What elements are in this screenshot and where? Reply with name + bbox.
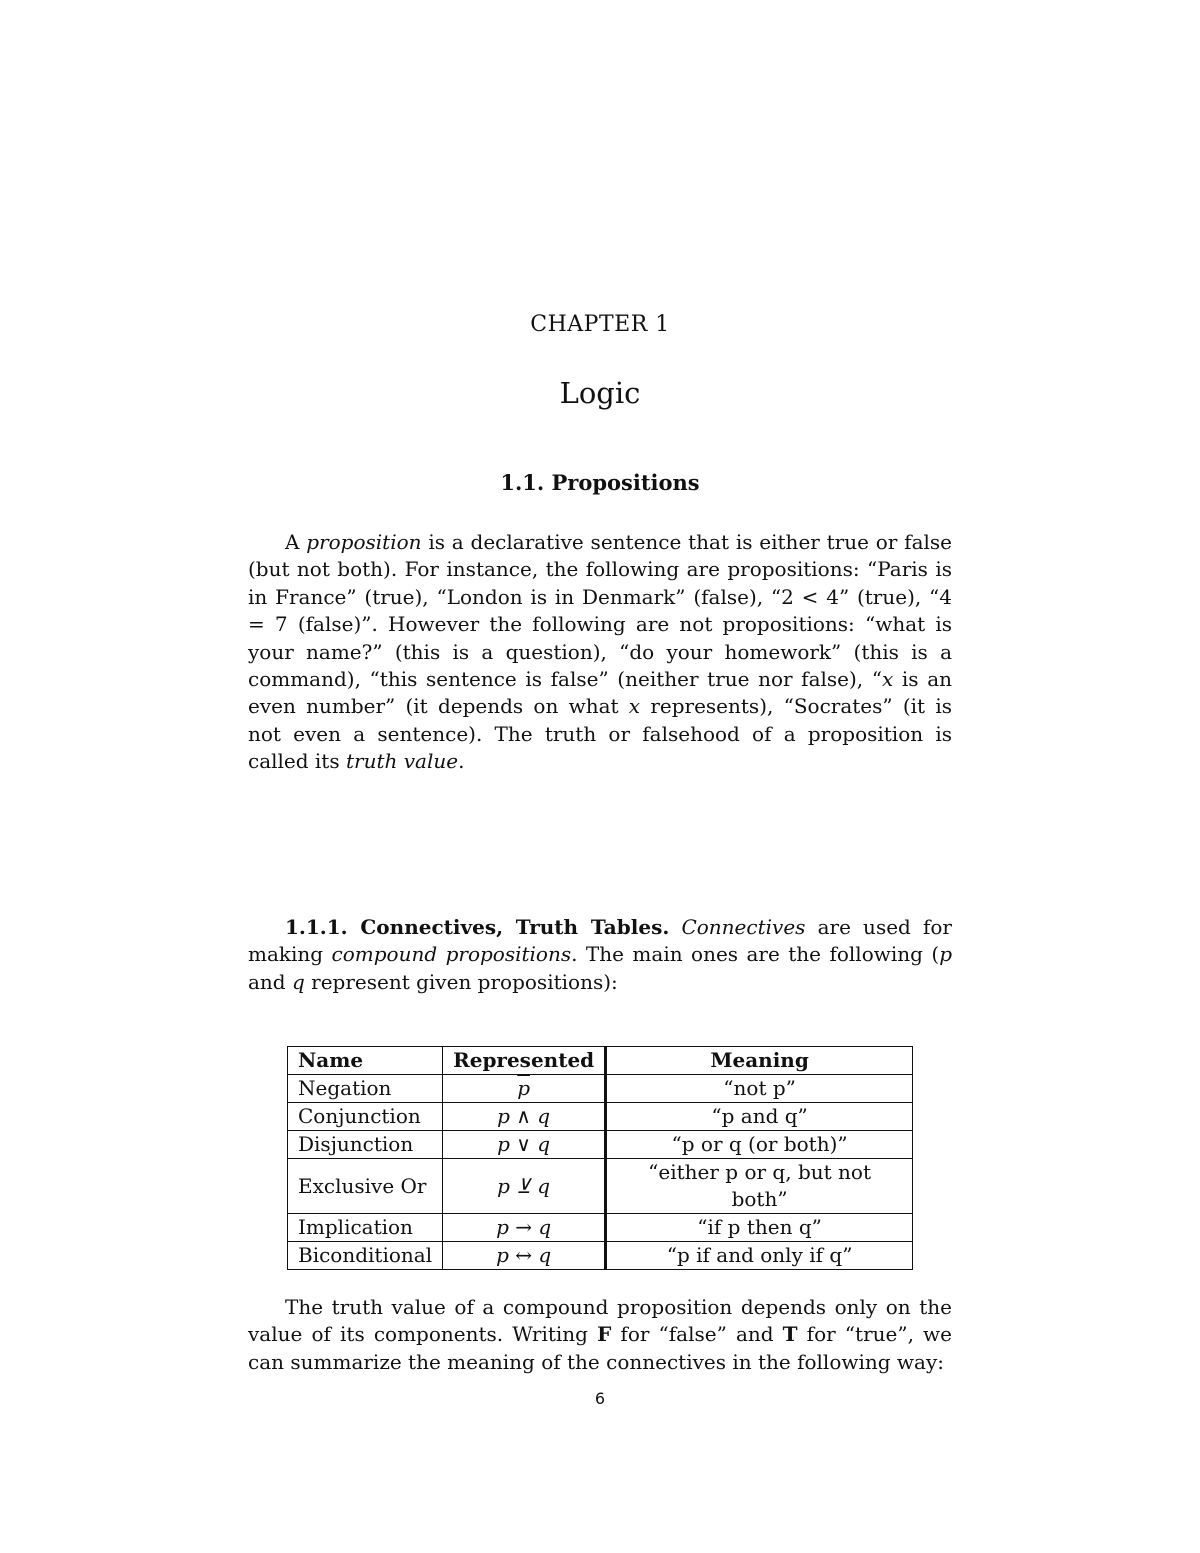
- cell-represented: p → q: [443, 1214, 606, 1242]
- cell-represented: p ↔ q: [443, 1242, 606, 1270]
- table-header-row: [288, 1047, 913, 1075]
- table-row: [288, 1214, 913, 1242]
- cell-meaning: “not p”: [606, 1075, 913, 1103]
- cell-name: Implication: [288, 1214, 443, 1242]
- variable-p: p: [939, 942, 952, 967]
- cell-name: Conjunction: [288, 1103, 443, 1131]
- variable-q: q: [291, 969, 305, 994]
- text-run: is a declarative sentence that is either true or false (but not both). For instance, the following are propositions: “Paris is in France” (true), “London is in Denmark” (false), “2 < 4” (true), “4 = 7 (false)”. However the following are not propositions: “what is your name?” (this is a question), “do your homework” (this is a command), “this sentence is false” (neither true nor false), “: [248, 530, 953, 692]
- page-number: 6: [594, 1389, 606, 1408]
- text-run: for “false” and: [611, 1322, 783, 1347]
- term-proposition: proposition: [306, 530, 422, 554]
- cell-meaning: “p and q”: [606, 1103, 913, 1131]
- text-run: and: [248, 969, 292, 994]
- cell-represented: p ⊻ q: [443, 1159, 606, 1214]
- symbol-true: T: [782, 1322, 798, 1347]
- text-run: The truth value of a compound proposition depends only on the value of its components. Writing: [248, 1295, 952, 1347]
- subsection-heading: 1.1.1. Connectives, Truth Tables.: [285, 915, 670, 939]
- text-run: represents), “Socrates” (it is not even a sentence). The truth or falsehood of a proposition is called its: [248, 694, 952, 774]
- text-run: represent given propositions):: [304, 969, 618, 994]
- cell-name: Biconditional: [288, 1242, 443, 1270]
- table-row: [288, 1103, 913, 1131]
- chapter-label: CHAPTER 1: [530, 312, 670, 337]
- negation-symbol: $\overline{p}$: [517, 1076, 531, 1100]
- text-run: .: [458, 749, 465, 774]
- variable-x: x: [882, 667, 894, 692]
- table-row: [288, 1131, 913, 1159]
- cell-represented: [443, 1075, 606, 1103]
- cell-name: Exclusive Or: [288, 1159, 443, 1214]
- table-row: [288, 1075, 913, 1103]
- text-run: A: [285, 530, 307, 554]
- cell-represented: p ∧ q: [443, 1103, 606, 1131]
- variable-x: x: [628, 694, 641, 719]
- section-heading: 1.1. Propositions: [500, 470, 700, 495]
- paragraph-connectives: [248, 914, 952, 996]
- paragraph-propositions: [248, 529, 952, 776]
- term-connectives: Connectives: [681, 915, 806, 939]
- term-compound-propositions: compound propositions: [331, 942, 572, 967]
- paragraph-truth-value: [248, 1294, 952, 1376]
- term-truth-value: truth value: [345, 749, 459, 774]
- cell-name: Negation: [288, 1075, 443, 1103]
- cell-meaning: “either p or q, but not both”: [606, 1159, 913, 1214]
- chapter-title: Logic: [559, 376, 641, 410]
- cell-meaning: “if p then q”: [606, 1214, 913, 1242]
- header-meaning: Meaning: [606, 1047, 913, 1075]
- cell-represented: p ∨ q: [443, 1131, 606, 1159]
- header-represented: Represented: [443, 1047, 606, 1075]
- cell-meaning: “p or q (or both)”: [606, 1131, 913, 1159]
- cell-meaning: “p if and only if q”: [606, 1242, 913, 1270]
- header-name: Name: [288, 1047, 443, 1075]
- text-run: are used for making: [248, 915, 952, 967]
- table-row: [288, 1242, 913, 1270]
- symbol-false: F: [597, 1322, 612, 1347]
- cell-name: Disjunction: [288, 1131, 443, 1159]
- table-row: [288, 1159, 913, 1214]
- text-run: for “true”, we can summarize the meaning of the connectives in the following way:: [248, 1322, 952, 1374]
- text-run: is an even number” (it depends on what: [248, 667, 952, 719]
- text-run: . The main ones are the following (: [571, 942, 940, 967]
- connectives-table: [287, 1046, 913, 1270]
